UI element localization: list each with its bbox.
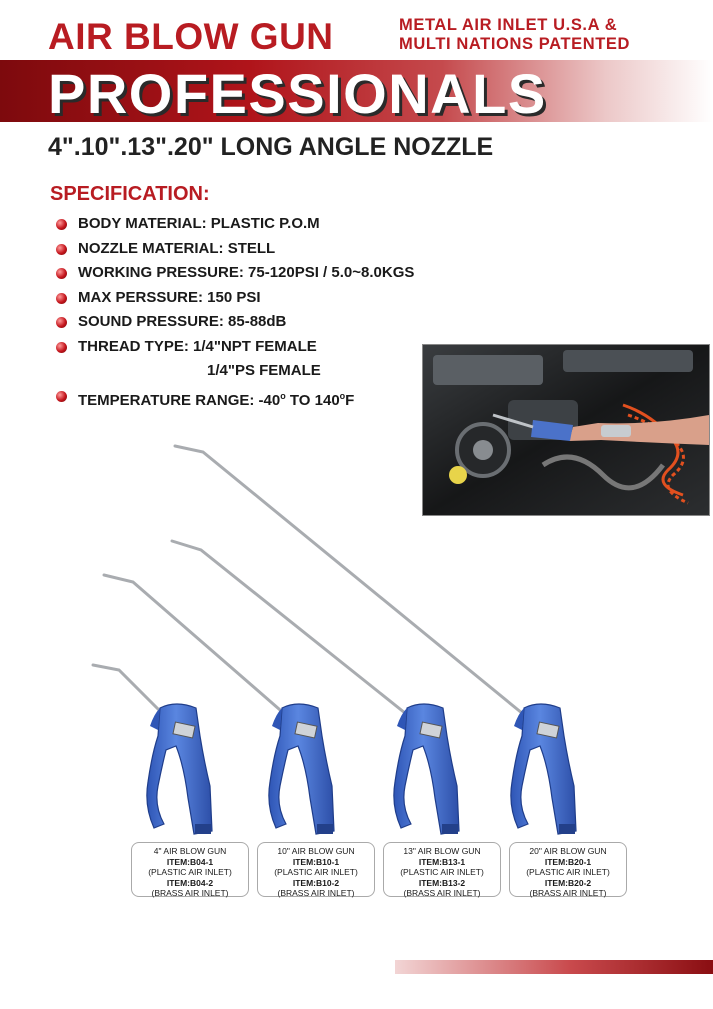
item-note: (PLASTIC AIR INLET) [400,867,484,877]
item-note: (BRASS AIR INLET) [277,888,355,898]
product-card-4 [131,842,249,897]
spec-text: THREAD TYPE: 1/4"NPT FEMALE [78,337,317,355]
spec-text: NOZZLE MATERIAL: STELL [78,239,276,257]
item-code: ITEM:B20-1 [544,856,592,867]
spec-thread-continuation: 1/4"PS FEMALE [207,362,321,379]
banner-text: PROFESSIONALS [48,62,547,125]
item-note: (PLASTIC AIR INLET) [274,867,358,877]
product-name: 10" AIR BLOW GUN [277,846,355,856]
degree-sign: o [280,390,286,401]
product-card-20 [509,842,627,897]
product-card-13 [383,842,501,897]
gun-20 [511,704,576,834]
item-note: (BRASS AIR INLET) [529,888,607,898]
nozzle-4 [93,665,165,716]
gun-4 [147,704,212,834]
spec-text: BODY MATERIAL: PLASTIC P.O.M [78,215,320,232]
gun-13 [394,704,459,834]
item-note: (BRASS AIR INLET) [403,888,481,898]
product-name: 4" AIR BLOW GUN [153,846,227,856]
item-code: ITEM:B13-1 [418,856,466,867]
gun-10 [269,704,334,834]
product-name: 13" AIR BLOW GUN [403,846,481,856]
item-code: ITEM:B10-2 [292,877,340,888]
item-note: (PLASTIC AIR INLET) [526,867,610,877]
item-code: ITEM:B13-2 [418,877,466,888]
degree-sign: o [339,390,346,401]
footer-band [395,960,713,974]
product-card-10 [257,842,375,897]
page-title: AIR BLOW GUN [48,16,334,57]
item-code: ITEM:B20-2 [544,877,592,888]
nozzle-20 [175,446,528,718]
item-code: ITEM:B10-1 [292,856,340,867]
spec-heading: SPECIFICATION: [50,183,210,205]
product-name: 20" AIR BLOW GUN [529,846,607,856]
nozzles [93,446,528,718]
item-note: (PLASTIC AIR INLET) [148,867,232,877]
spec-temp-end: F [345,391,355,409]
patent-note-line-2: MULTI NATIONS PATENTED [399,35,631,53]
spec-text: MAX PERSSURE: 150 PSI [78,288,261,306]
spec-text: SOUND PRESSURE: 85-88dB [78,313,287,330]
item-code: ITEM:B04-1 [166,856,214,867]
item-note: (BRASS AIR INLET) [151,888,229,898]
patent-note-line-1: METAL AIR INLET U.S.A & [399,16,618,34]
nozzle-13 [172,541,410,717]
subtitle: 4".10".13".20" LONG ANGLE NOZZLE [48,133,494,161]
spec-temp-start: TEMPERATURE RANGE: -40 [78,391,281,409]
item-code: ITEM:B04-2 [166,877,214,888]
spec-text: WORKING PRESSURE: 75-120PSI / 5.0~8.0KGS [78,264,415,281]
spec-temp-mid: TO 140 [285,391,340,409]
